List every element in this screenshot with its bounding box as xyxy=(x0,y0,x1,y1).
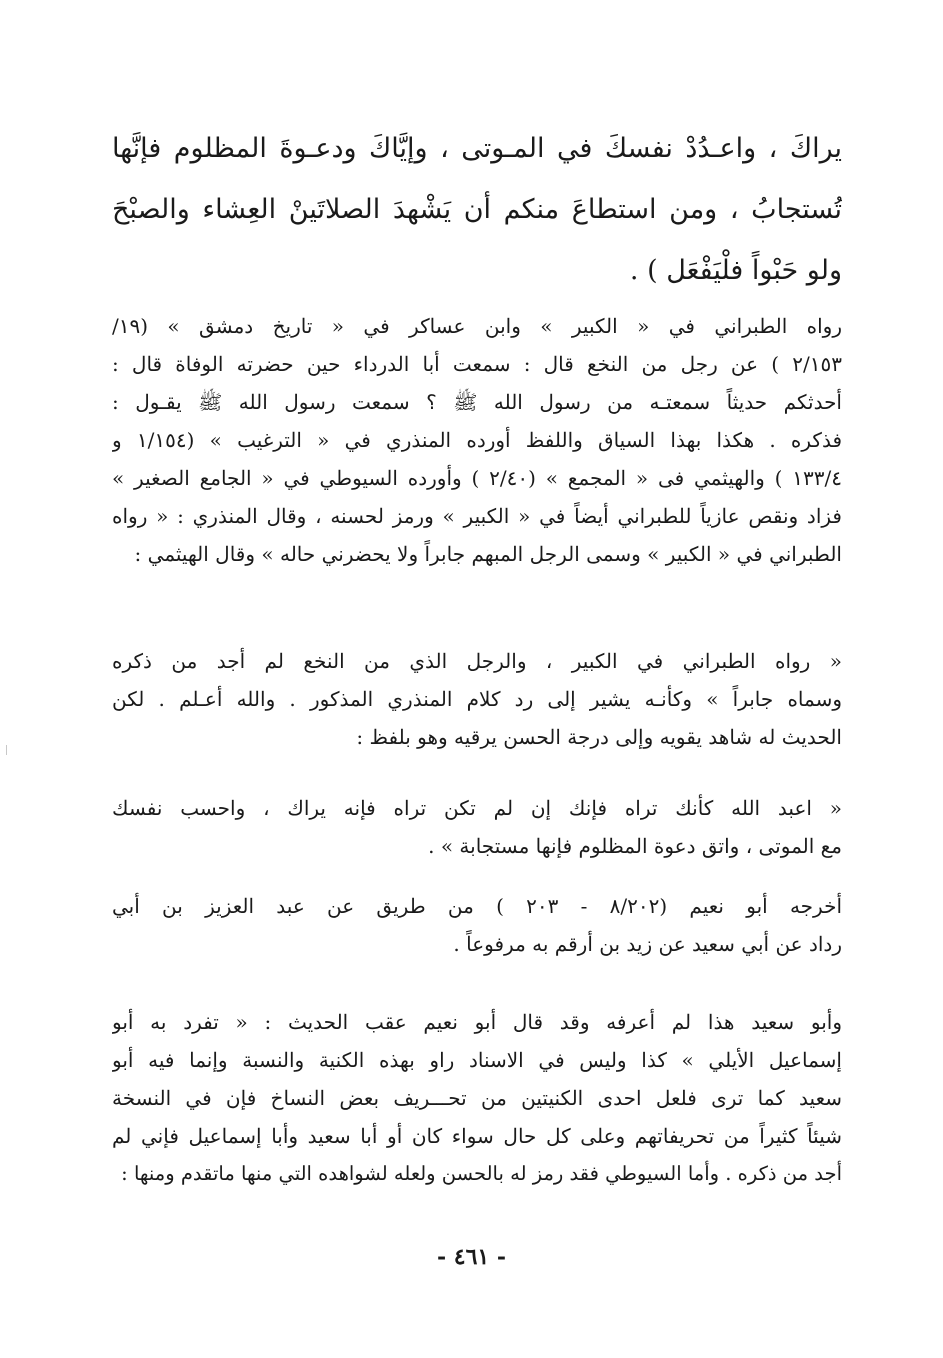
hadith-text-block xyxy=(112,118,842,301)
text-line: أحدثكم حديثاً سمعتـه من رسول الله ﷺ ؟ سمعت رسول الله ﷺ يقـول : xyxy=(112,390,842,414)
margin-mark xyxy=(6,745,7,755)
abu-nuaym-paragraph xyxy=(112,887,842,963)
text-line: مع الموتى ، واتق دعوة المظلوم فإنها مستجابة » . xyxy=(428,834,842,858)
text-line: رواه الطبراني في « الكبير » وابن عساكر في « تاريخ دمشق » (١٩/ xyxy=(112,314,842,338)
text-line: « اعبد الله كأنك تراه فإنك إن لم تكن تراه فإنه يراك ، واحسب نفسك xyxy=(112,796,842,820)
text-line: فزاد ونقص عازياً للطبراني أيضاً في « الكبير » ورمز لحسنه ، وقال المنذري : « رواه xyxy=(112,504,842,528)
shahid-hadith-paragraph xyxy=(112,789,842,865)
text-line: « رواه الطبراني في الكبير ، والرجل الذي من النخع لم أجد من ذكره xyxy=(112,649,842,673)
text-line: ٢/١٥٣ ) عن رجل من النخع قال : سمعت أبا الدرداء حين حضرته الوفاة قال : xyxy=(112,352,842,376)
text-line: تُستجابُ ، ومن استطاعَ منكم أن يَشْهدَ الصلاتَينْ العِشاء والصبْحَ xyxy=(112,194,842,225)
text-line: وسماه جابراً » وكأنـه يشير إلى رد كلام المنذري المذكور . والله أعـلم . لكن xyxy=(112,687,842,711)
text-line: يراكَ ، واعـدُدْ نفسكَ في المـوتى ، وإيَّاكَ ودعـوةَ المظلوم فإنَّها xyxy=(112,133,842,164)
text-line: ولو حَبْواً فلْيَفْعَل ) . xyxy=(629,255,842,286)
text-line: رداد عن أبي سعيد عن زيد بن أرقم به مرفوعاً . xyxy=(453,932,842,956)
text-line: ١٣٣/٤ ) والهيثمي فى « المجمع » (٢/٤٠ ) وأورده السيوطي في « الجامع الصغير » xyxy=(112,466,842,490)
text-line: وأبو سعيد هذا لم أعرفه وقد قال أبو نعيم عقب الحديث : « تفرد به أبو xyxy=(112,1010,842,1034)
text-line: أجد من ذكره . وأما السيوطي فقد رمز له بالحسن ولعله لشواهده التي منها ماتقدم ومنها : xyxy=(121,1162,842,1185)
text-line: شيئاً كثيراً من تحريفاتهم وعلى كل حال سواء كان أو أبا سعيد وأبا إسماعيل فإني لم xyxy=(112,1124,842,1148)
text-line: إسماعيل الأيلي » كذا وليس في الاسناد راو بهذه الكنية والنسبة وإنما فيه أبو xyxy=(112,1048,842,1072)
page-number: - ٤٦١ - xyxy=(436,1244,507,1270)
haythami-quote-paragraph xyxy=(112,642,842,756)
text-line: فذكره . هكذا بهذا السياق واللفظ أورده المنذري في « الترغيب » (١/١٥٤ و xyxy=(112,428,842,452)
text-line: الحديث له شاهد يقويه وإلى درجة الحسن يرقيه وهو بلفظ : xyxy=(356,725,842,749)
text-line: الطبراني في « الكبير » وسمى الرجل المبهم جابراً ولا يحضرني حاله » وقال الهيثمي : xyxy=(134,542,842,566)
text-line: أخرجه أبو نعيم (٨/٢٠٢ - ٢٠٣ ) من طريق عن عبد العزيز بن أبي xyxy=(112,894,842,918)
takhrij-paragraph xyxy=(112,307,842,573)
commentary-paragraph xyxy=(112,1003,842,1193)
text-line: سعيد كما ترى فلعل احدى الكنيتين من تحـــريف بعض النساخ فإن في النسخة xyxy=(112,1086,842,1110)
